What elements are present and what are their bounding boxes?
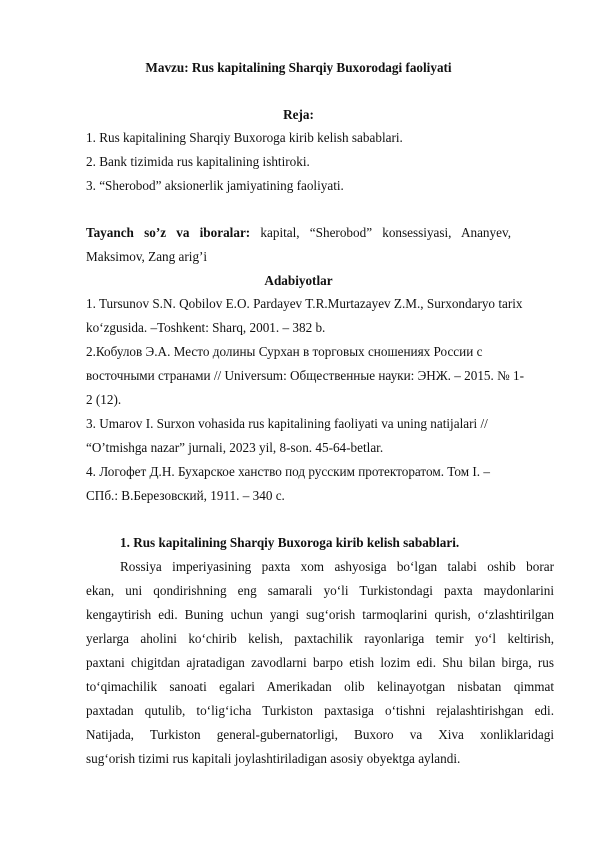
reference-line: “O’tmishga nazar” jurnali, 2023 yil, 8-son. 45-64-betlar.: [86, 440, 384, 455]
paragraph-line: paxtadan qutulib, to‘lig‘icha Turkiston paxtasiga o‘tishni rejalashtirishgan edi.: [86, 703, 554, 718]
reference-line: СПб.: В.Березовский, 1911. – 340 с.: [86, 488, 285, 503]
keywords-line-2: Maksimov, Zang arig’i: [86, 249, 208, 264]
reference-line: 2.Кобулов Э.А. Место долины Сурхан в торговых сношениях России с: [86, 344, 483, 359]
reference-line: 1. Tursunov S.N. Qobilov E.O. Pardayev T.R.Murtazayev Z.M., Surxondaryo tarix: [86, 296, 523, 311]
keywords-label: Tayanch so’z va iboralar:: [86, 225, 251, 240]
plan-item: 1. Rus kapitalining Sharqiy Buxoroga kirib kelish sabablari.: [86, 130, 403, 145]
paragraph-line: paxtani chigitdan ajratadigan zavodlarni barpo etish lozim edi. Shu bilan birga, rus: [86, 655, 554, 670]
plan-item: 3. “Sherobod” aksionerlik jamiyatining faoliyati.: [86, 178, 344, 193]
reference-line: ko‘zgusida. –Toshkent: Sharq, 2001. – 382 b.: [86, 320, 326, 335]
reference-line: 4. Логофет Д.Н. Бухарское ханство под русским протекторатом. Том I. –: [86, 464, 490, 479]
keywords-text: kapital, “Sherobod” konsessiyasi, Ananyev,: [260, 225, 511, 240]
references-heading: Adabiyotlar: [264, 273, 333, 288]
section-heading: 1. Rus kapitalining Sharqiy Buxoroga kirib kelish sabablari.: [120, 535, 460, 550]
paragraph-line: sug‘orish tizimi rus kapitali joylashtiriladigan asosiy obyektga aylandi.: [86, 751, 461, 766]
reference-line: 3. Umarov I. Surxon vohasida rus kapitalining faoliyati va uning natijalari //: [86, 416, 488, 431]
paragraph-line: Natijada, Turkiston general-gubernatorligi, Buxoro va Xiva xonliklaridagi: [86, 727, 554, 742]
reference-line: восточными странами // Universum: Общественные науки: ЭНЖ. – 2015. № 1-: [86, 368, 524, 383]
paragraph-line: ekan, uni qondirishning eng samarali yo‘li Turkistondagi paxta maydonlarini: [86, 583, 554, 598]
plan-heading: Reja:: [283, 107, 314, 122]
paragraph-line: Rossiya imperiyasining paxta xom ashyosiga bo‘lgan talabi oshib borar: [120, 559, 554, 574]
document-title: Mavzu: Rus kapitalining Sharqiy Buxorodagi faoliyati: [145, 60, 452, 75]
paragraph-line: to‘qimachilik sanoati egalari Amerikadan olib kelinayotgan nisbatan qimmat: [86, 679, 554, 694]
reference-line: 2 (12).: [86, 392, 122, 407]
paragraph-line: yerlarga aholini ko‘chirib kelish, paxtachilik rayonlariga temir yo‘l keltirish,: [86, 631, 554, 646]
paragraph-line: kengaytirish edi. Buning uchun yangi sug‘orish tarmoqlarini qurish, o‘zlashtirilgan: [86, 607, 554, 622]
plan-item: 2. Bank tizimida rus kapitalining ishtiroki.: [86, 154, 310, 169]
keywords-line-1: [86, 225, 511, 241]
